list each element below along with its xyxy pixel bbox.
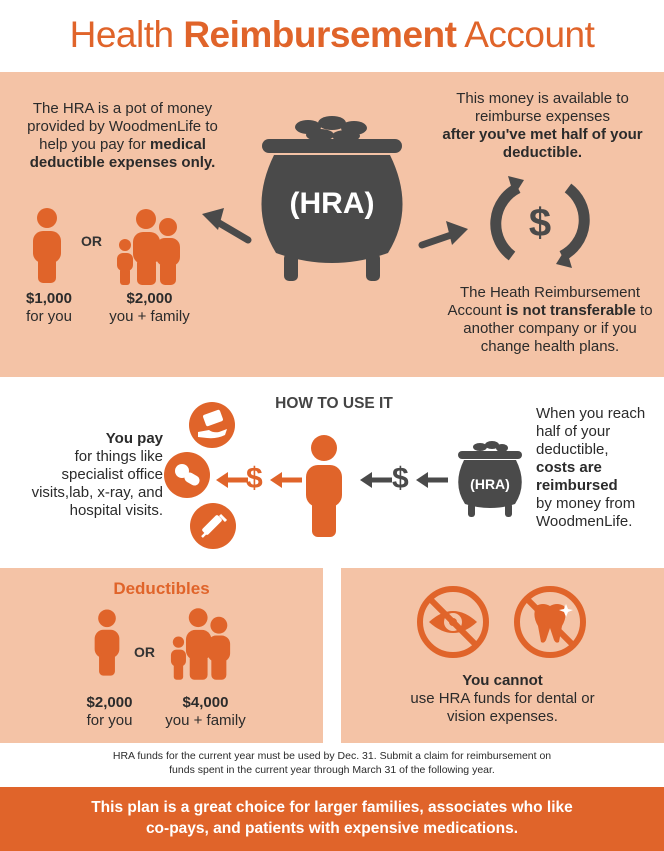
you-pay-text: You pay for things like specialist office visits,lab, x-ray, and hospital visits.: [31, 430, 163, 519]
person-icon: [304, 434, 344, 539]
pot-label: (HRA): [289, 187, 375, 220]
arrow-icon: [358, 468, 394, 492]
intro-text: The HRA is a pot of money provided by WoodmenLife to help you pay for medical deductible expenses only.: [27, 100, 218, 171]
deductible-family: $4,000 you + family: [165, 694, 246, 729]
deductibles-heading: Deductibles: [113, 579, 210, 598]
or-label: OR: [81, 233, 102, 249]
family-icon: [116, 208, 182, 286]
arrow-icon: [418, 219, 470, 255]
pills-icon: [164, 452, 210, 498]
syringe-icon: [190, 503, 236, 549]
dollar-icon: $: [392, 462, 409, 495]
page-title: Health Reimbursement Account: [69, 14, 595, 55]
or-label: OR: [134, 644, 155, 660]
cannot-text: You cannot use HRA funds for dental or vision expenses.: [410, 672, 595, 725]
availability-text: This money is available to reimburse expenses after you've met half of your deductible.: [442, 90, 643, 161]
money-hand-icon: [189, 402, 235, 448]
small-pot-label: (HRA): [470, 476, 510, 492]
person-icon: [92, 608, 122, 678]
arrow-icon: [414, 468, 450, 492]
how-to-use-heading: HOW TO USE IT: [275, 395, 393, 412]
fine-print: HRA funds for the current year must be used by Dec. 31. Submit a claim for reimbursement on funds spent in the current year through March 31 of the following year.: [112, 750, 552, 776]
dollar-icon: $: [246, 462, 263, 495]
deductible-single: $2,000 for you: [86, 694, 133, 729]
pot-icon: [248, 113, 416, 288]
hra-family: $2,000 you + family: [109, 290, 190, 325]
arrow-icon: [200, 206, 252, 248]
no-dental-icon: [512, 584, 588, 660]
dollar-cycle-icon: [488, 176, 592, 268]
person-icon: [30, 207, 64, 285]
arrow-icon: [214, 468, 250, 492]
no-vision-icon: [415, 584, 491, 660]
transfer-text: The Heath Reimbursement Account is not transferable to another company or if you change health plans.: [447, 284, 653, 355]
footer-banner: This plan is a great choice for larger families, associates who like co-pays, and patients with expensive medications.: [0, 787, 664, 851]
pot-icon: [452, 440, 528, 520]
arrow-icon: [268, 468, 304, 492]
family-icon: [170, 607, 232, 681]
hra-single: $1,000 for you: [26, 290, 72, 325]
svg-text:$: $: [528, 201, 552, 245]
reimbursed-text: When you reach half of your deductible, costs are reimbursed by money from WoodmenLife.: [536, 405, 646, 530]
